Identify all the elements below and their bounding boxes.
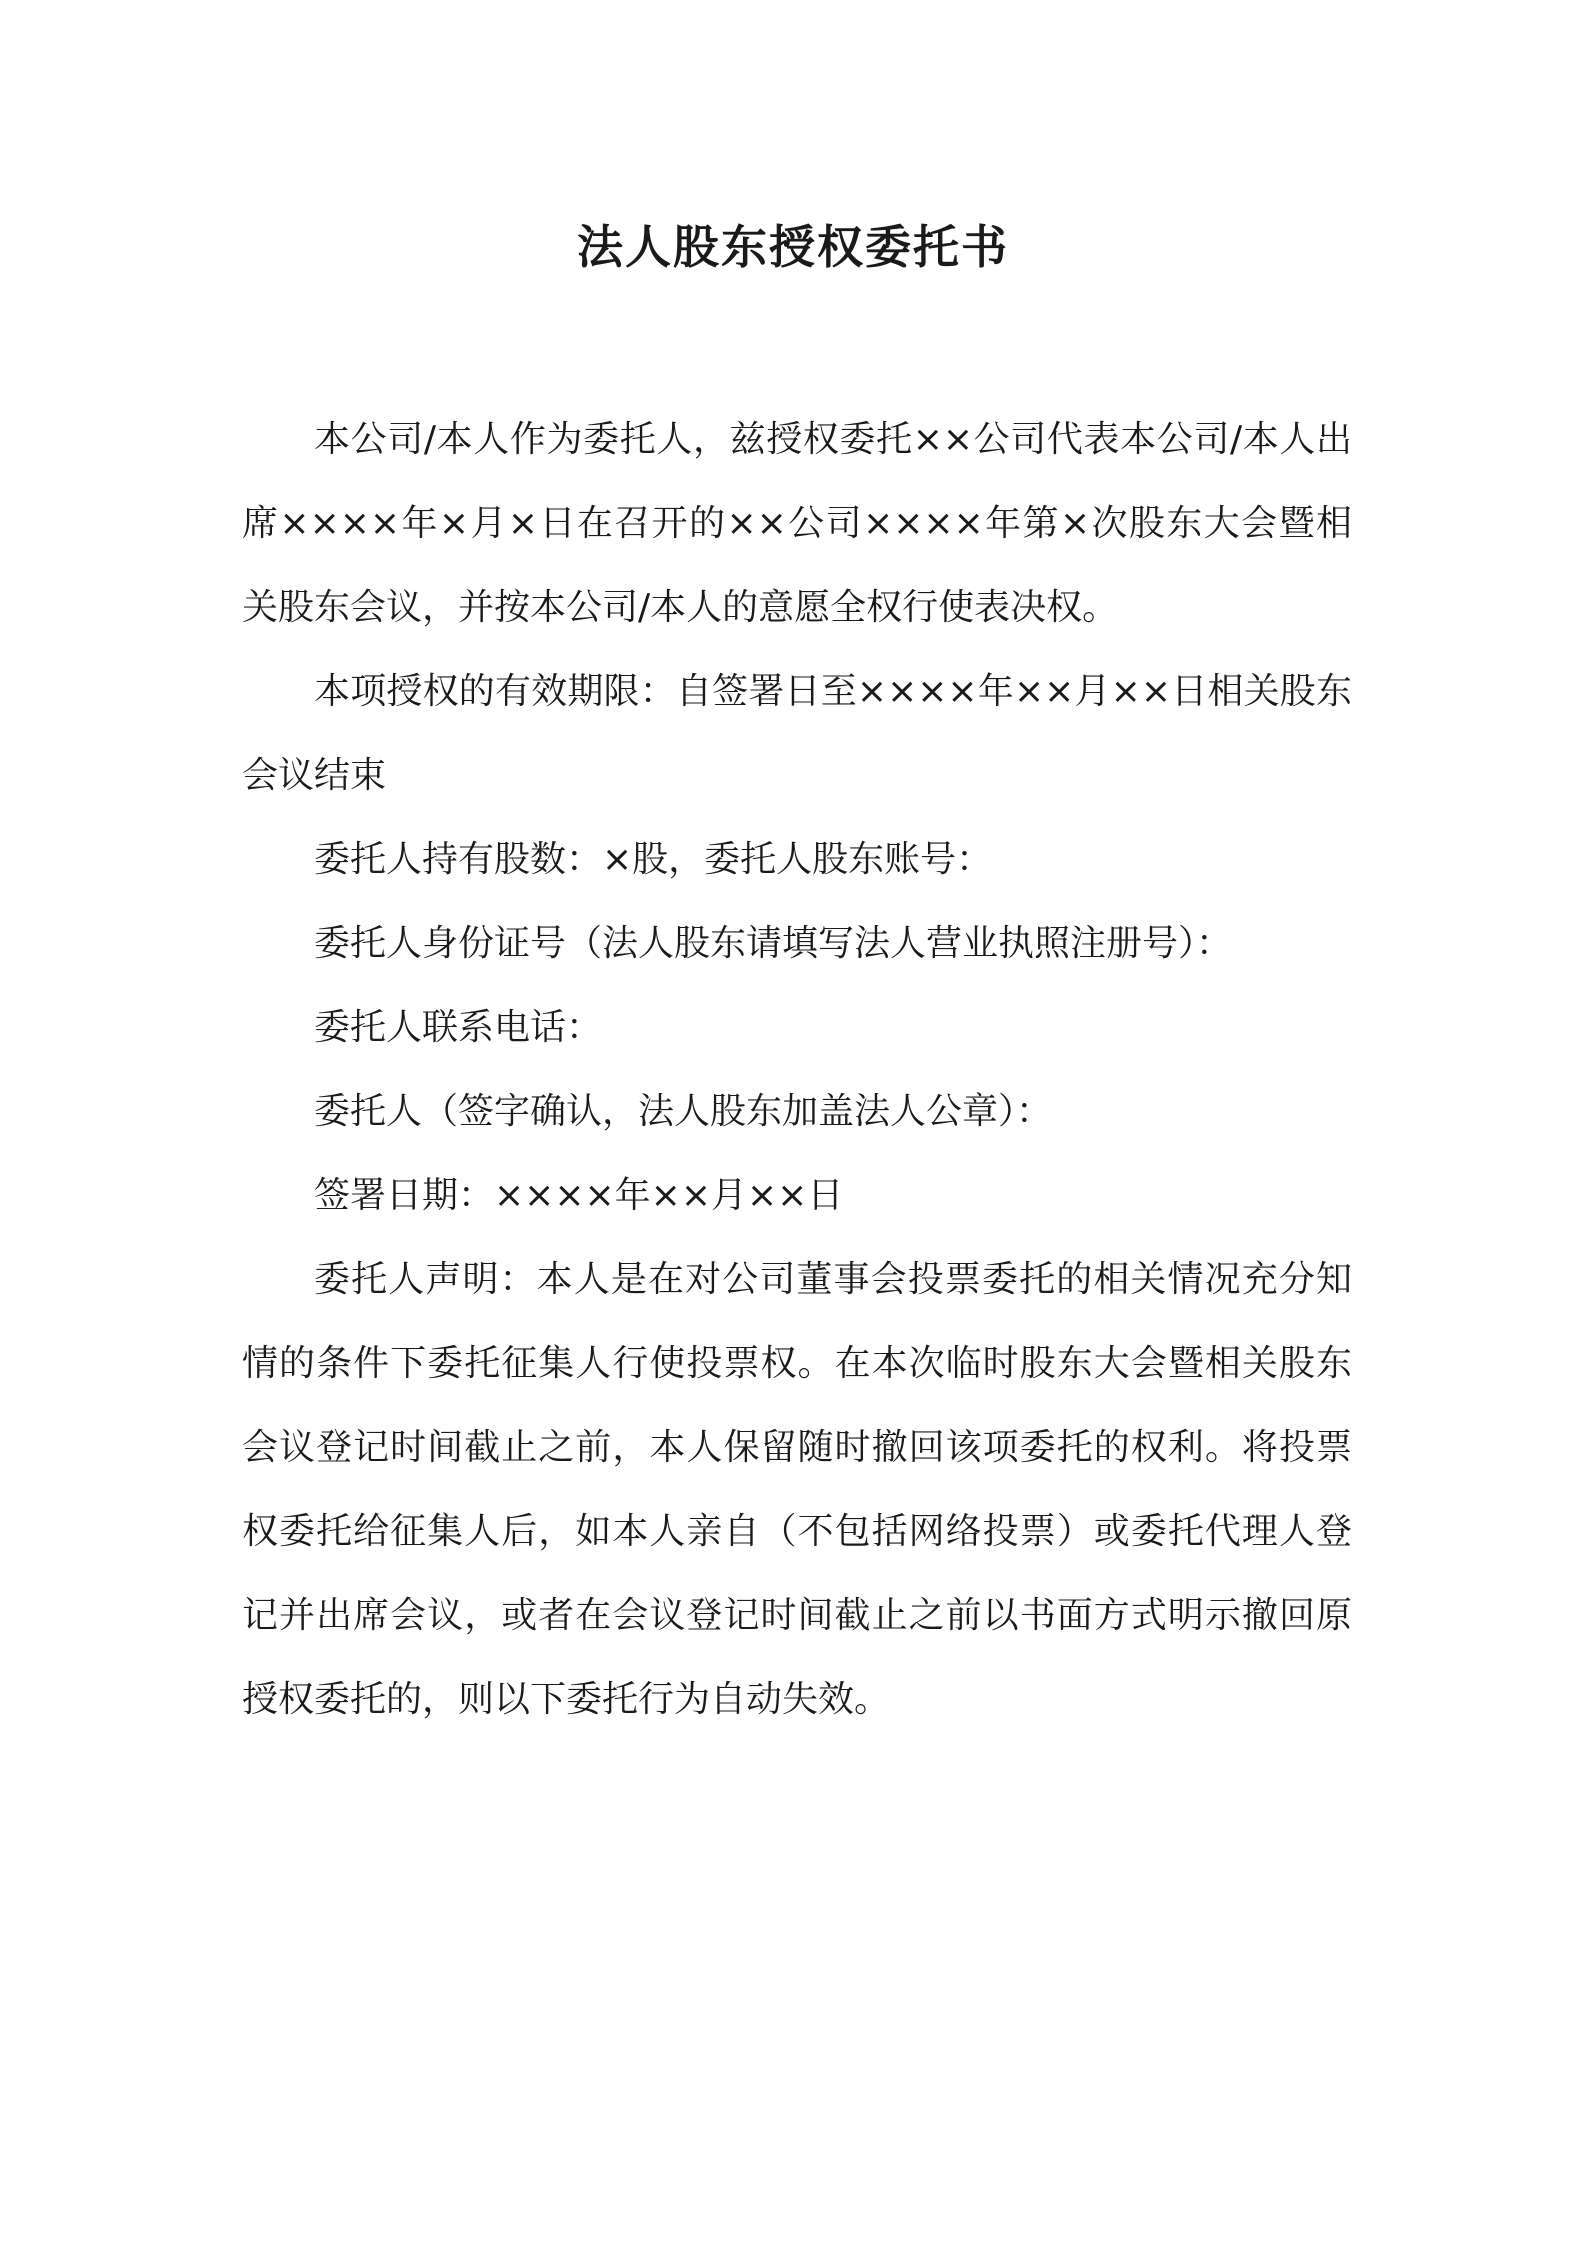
document-body bbox=[242, 398, 1352, 1742]
id-number-line: 委托人身份证号（法人股东请填写法人营业执照注册号）： bbox=[314, 923, 1233, 964]
signature-line: 委托人（签字确认，法人股东加盖法人公章）： bbox=[314, 1091, 1053, 1132]
shares-account-line: 委托人持有股数：×股，委托人股东账号： bbox=[314, 839, 993, 880]
signing-date-line: 签署日期：××××年××月××日 bbox=[314, 1175, 844, 1216]
validity-period-paragraph: 本项授权的有效期限：自签署日至××××年××月××日相关股东会议结束 bbox=[242, 671, 1352, 796]
document-title: 法人股东授权委托书 bbox=[577, 220, 1009, 274]
authorization-paragraph: 本公司/本人作为委托人，兹授权委托××公司代表本公司/本人出席××××年×月×日在召开的××公司××××年第×次股东大会暨相关股东会议，并按本公司/本人的意愿全权行使表决权。 bbox=[242, 419, 1352, 628]
phone-line: 委托人联系电话： bbox=[314, 1007, 603, 1048]
declaration-paragraph: 委托人声明：本人是在对公司董事会投票委托的相关情况充分知情的条件下委托征集人行使投票权。在本次临时股东大会暨相关股东会议登记时间截止之前，本人保留随时撤回该项委托的权利。将投票权委托给征集人后，如本人亲自（不包括网络投票）或委托代理人登记并出席会议，或者在会议登记时间截止之前以书面方式明示撤回原授权委托的，则以下委托行为自动失效。 bbox=[242, 1259, 1352, 1720]
